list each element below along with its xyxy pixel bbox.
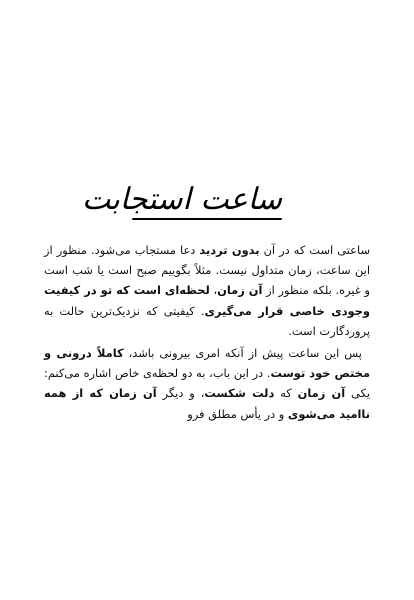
emphasized-text: بدون تردید — [199, 243, 260, 257]
text-run: ساعتی است که در آن — [259, 243, 370, 257]
paragraph — [44, 240, 370, 341]
text-run: ، — [209, 283, 218, 298]
emphasized-text: آن زمان که از همه ناامید می‌شوی — [44, 386, 370, 421]
emphasized-text: آن زمان — [217, 283, 263, 298]
text-run: و در یأس مطلق فرو — [187, 406, 288, 421]
emphasized-text: کاملاً درونی و مختص خود توست — [44, 346, 370, 381]
title-flourish — [132, 218, 282, 220]
emphasized-text: آن زمان — [297, 386, 346, 401]
text-run: دعا مستجاب می‌شود. منظور از این ساعت، زمان متداول نیست. مثلاً بگوییم صبح است یا شب است و غیره. بلکه منظور از — [44, 243, 370, 298]
text-run: . در این باب، به دو لحظه‌ی خاص اشاره می‌کنم: یکی — [44, 366, 370, 401]
text-run: ، و دیگر — [156, 386, 205, 401]
emphasized-text: دلت شکست — [204, 386, 275, 401]
paragraph — [44, 343, 370, 424]
emphasized-text: لحظه‌ای است که تو در کیفیت وجودی خاصی قرار می‌گیری — [44, 283, 370, 318]
text-run: پس این ساعت پیش از آنکه امری بیرونی باشد، — [123, 346, 362, 361]
text-run: . کیفیتی که نزدیک‌ترین حالت به پروردگارت است. — [44, 303, 370, 338]
chapter-title: ساعت استجابت — [81, 182, 282, 217]
chapter-heading — [0, 178, 414, 228]
text-run: که — [274, 386, 298, 401]
chapter-body — [44, 240, 370, 424]
